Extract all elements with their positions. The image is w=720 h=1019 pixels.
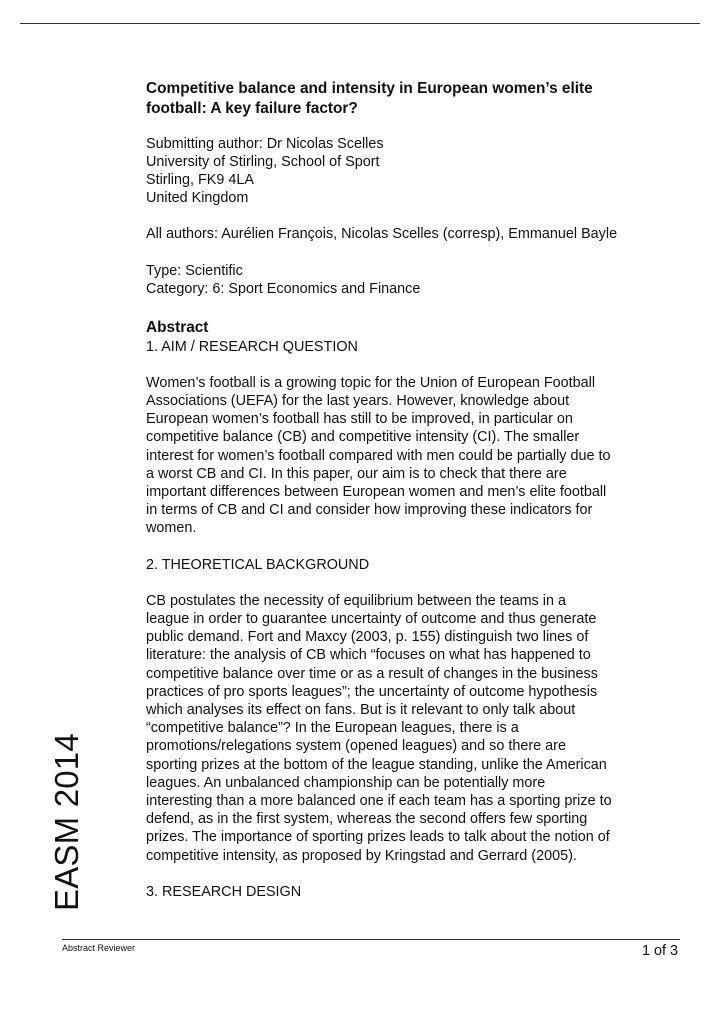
section-heading-aim: 1. AIM / RESEARCH QUESTION [146,338,358,355]
paragraph-line: CB postulates the necessity of equilibrium between the teams in a [146,592,566,609]
abstract-heading: Abstract [146,319,209,337]
author-line: Stirling, FK9 4LA [146,172,254,188]
side-label: EASM 2014 [48,733,85,911]
footer-rule [62,939,680,940]
paragraph-line: in terms of CB and CI and consider how improving these indicators for [146,502,593,519]
author-line: United Kingdom [146,190,249,207]
paragraph-line: interest for women’s football compared with men could be partially due to [146,447,611,464]
footer-reviewer-label: Abstract Reviewer [62,943,136,953]
paragraph-line: defend, as in the first system, whereas the second offers few sporting [146,811,588,828]
paragraph-line: interesting than a more balanced one if each team has a sporting prize to [146,793,612,810]
paragraph-line: Associations (UEFA) for the last years. However, knowledge about [146,393,570,410]
title-line: football: A key failure factor? [146,99,358,117]
paragraph-line: sporting prizes at the bottom of the league standing, unlike the American [146,756,607,773]
section-heading-research-design: 3. RESEARCH DESIGN [146,883,302,900]
paragraph-line: promotions/relegations system (opened leagues) and so there are [146,738,566,755]
paragraph-background [146,592,686,865]
paragraph-line: competitive intensity, as proposed by Kringstad and Gerrard (2005). [146,847,577,864]
document-body [146,79,686,919]
paragraph-line: competitive balance over time or as a result of changes in the business [146,665,598,682]
section-heading-background: 2. THEORETICAL BACKGROUND [146,556,370,573]
category-line: Category: 6: Sport Economics and Finance [146,280,421,297]
paragraph-line: prizes. The importance of sporting prizes leads to talk about the notion of [146,829,610,846]
all-authors: All authors: Aurélien François, Nicolas Scelles (corresp), Emmanuel Bayle [146,226,618,243]
paragraph-line: league in order to guarantee uncertainty of outcome and thus generate [146,611,597,628]
paragraph-line: public demand. Fort and Maxcy (2003, p. 155) distinguish two lines of [146,629,589,646]
author-line: University of Stirling, School of Sport [146,153,380,170]
paragraph-line: which analyses its effect on fans. But is it relevant to only talk about [146,702,576,719]
paragraph-line: European women’s football has still to be improved, in particular on [146,411,573,428]
author-line: Submitting author: Dr Nicolas Scelles [146,135,384,152]
paragraph-line: literature: the analysis of CB which “focuses on what has happened to [146,647,591,664]
paragraph-line: “competitive balance”? In the European leagues, there is a [146,720,519,737]
author-block [146,135,686,208]
paragraph-line: competitive balance (CB) and competitive intensity (CI). The smaller [146,429,580,446]
all-authors-block [146,225,686,243]
paragraph-line: practices of pro sports leagues”; the uncertainty of outcome hypothesis [146,683,598,700]
type-line: Type: Scientific [146,262,243,279]
paragraph-line: leagues. An unbalanced championship can be potentially more [146,774,546,791]
paragraph-line: a worst CB and CI. In this paper, our aim is to check that there are [146,465,567,482]
type-category-block [146,262,686,298]
paragraph-aim [146,374,686,538]
title-line: Competitive balance and intensity in European women’s elite [146,80,593,97]
page-number: 1 of 3 [641,943,678,959]
paragraph-line: women. [146,520,197,537]
document-title [146,79,686,119]
top-rule [20,23,700,24]
paragraph-line: important differences between European women and men’s elite football [146,484,607,501]
paragraph-line: Women’s football is a growing topic for the Union of European Football [146,374,596,391]
